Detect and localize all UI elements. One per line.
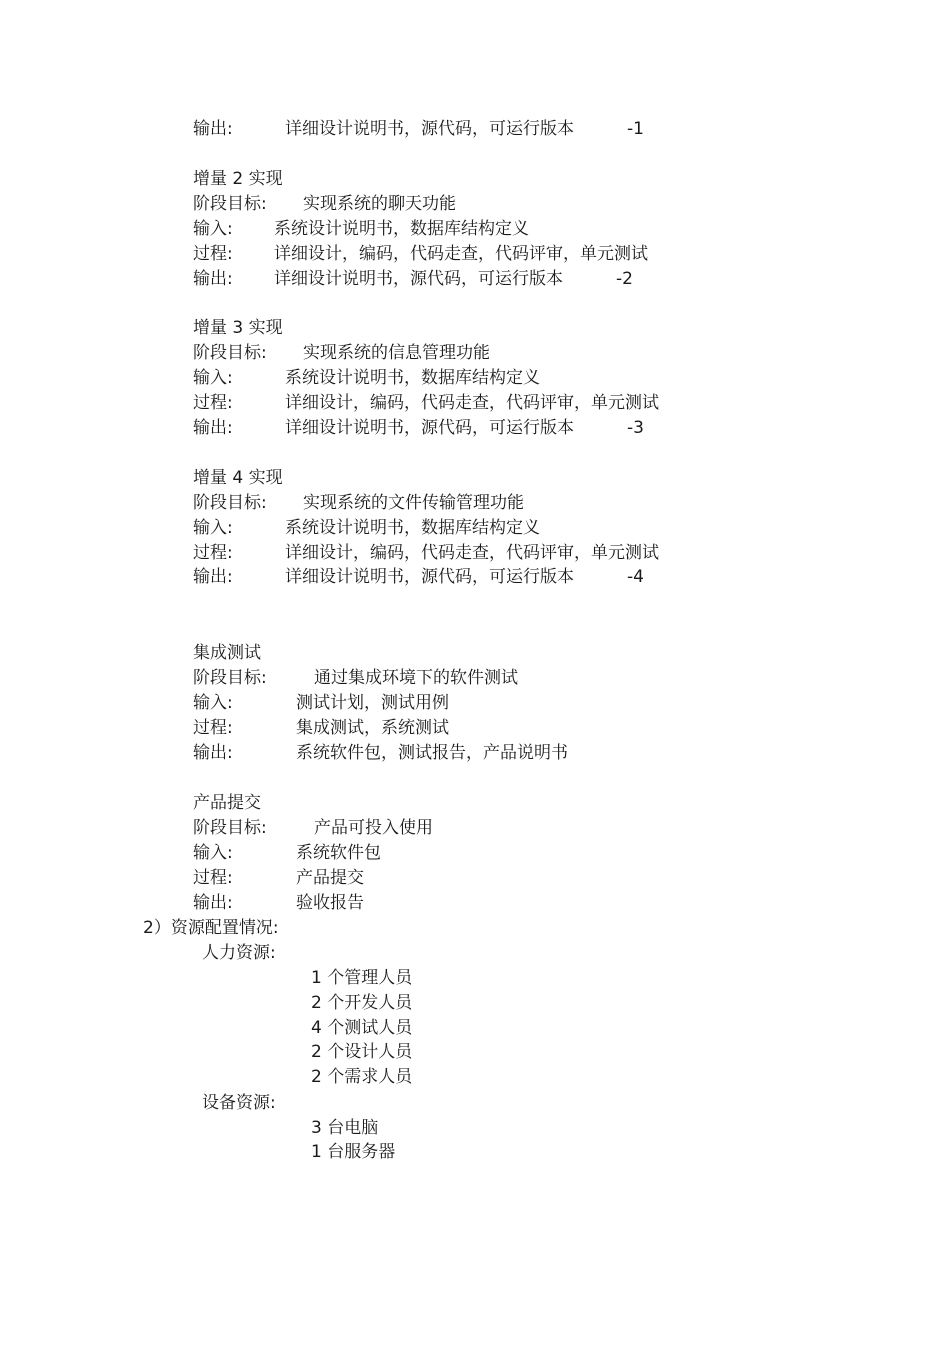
section-title: 增量 3 实现 (193, 318, 283, 338)
human-resource-item: 1 个管理人员 (311, 968, 413, 988)
process-value: 集成测试，系统测试 (296, 718, 449, 738)
output-value: 详细设计说明书，源代码，可运行版本 (285, 418, 574, 438)
human-resource-item: 2 个需求人员 (311, 1067, 413, 1087)
output-version-suffix: -4 (627, 567, 644, 587)
goal-label: 阶段目标: (193, 194, 267, 214)
input-value: 系统设计说明书，数据库结构定义 (285, 368, 540, 388)
section-title: 集成测试 (193, 643, 261, 663)
process-label: 过程: (193, 543, 233, 563)
equipment-resource-item: 1 台服务器 (311, 1142, 396, 1162)
output-value: 系统软件包，测试报告，产品说明书 (296, 743, 568, 763)
goal-label: 阶段目标: (193, 343, 267, 363)
output-version-suffix: -2 (616, 269, 633, 289)
input-label: 输入: (193, 219, 233, 239)
goal-value: 实现系统的信息管理功能 (303, 343, 490, 363)
process-label: 过程: (193, 393, 233, 413)
output-label: 输出: (193, 743, 233, 763)
section-title: 产品提交 (193, 793, 261, 813)
goal-value: 通过集成环境下的软件测试 (314, 668, 518, 688)
process-value: 详细设计，编码，代码走查，代码评审，单元测试 (285, 393, 659, 413)
goal-value: 实现系统的文件传输管理功能 (303, 493, 524, 513)
process-value: 详细设计，编码，代码走查，代码评审，单元测试 (285, 543, 659, 563)
output-value: 详细设计说明书，源代码，可运行版本 (285, 119, 574, 139)
input-label: 输入: (193, 693, 233, 713)
input-label: 输入: (193, 518, 233, 538)
output-value: 验收报告 (296, 893, 364, 913)
input-value: 系统设计说明书，数据库结构定义 (274, 219, 529, 239)
process-label: 过程: (193, 244, 233, 264)
input-label: 输入: (193, 368, 233, 388)
section-title: 增量 2 实现 (193, 169, 283, 189)
output-version-suffix: -3 (627, 418, 644, 438)
process-label: 过程: (193, 868, 233, 888)
goal-label: 阶段目标: (193, 668, 267, 688)
human-resources-label: 人力资源: (202, 943, 276, 963)
output-label: 输出: (193, 567, 233, 587)
human-resource-item: 2 个设计人员 (311, 1042, 413, 1062)
output-label: 输出: (193, 418, 233, 438)
goal-label: 阶段目标: (193, 493, 267, 513)
output-version-suffix: -1 (627, 119, 644, 139)
process-label: 过程: (193, 718, 233, 738)
equipment-resources-label: 设备资源: (202, 1093, 276, 1113)
output-label: 输出: (193, 119, 233, 139)
process-value: 详细设计，编码，代码走查，代码评审，单元测试 (274, 244, 648, 264)
output-label: 输出: (193, 893, 233, 913)
resources-heading: 2）资源配置情况: (143, 918, 279, 938)
process-value: 产品提交 (296, 868, 364, 888)
input-label: 输入: (193, 843, 233, 863)
input-value: 系统软件包 (296, 843, 381, 863)
input-value: 测试计划，测试用例 (296, 693, 449, 713)
output-label: 输出: (193, 269, 233, 289)
goal-value: 实现系统的聊天功能 (303, 194, 456, 214)
goal-value: 产品可投入使用 (314, 818, 433, 838)
equipment-resource-item: 3 台电脑 (311, 1118, 379, 1138)
section-title: 增量 4 实现 (193, 468, 283, 488)
human-resource-item: 2 个开发人员 (311, 993, 413, 1013)
human-resource-item: 4 个测试人员 (311, 1018, 413, 1038)
input-value: 系统设计说明书，数据库结构定义 (285, 518, 540, 538)
goal-label: 阶段目标: (193, 818, 267, 838)
output-value: 详细设计说明书，源代码，可运行版本 (274, 269, 563, 289)
output-value: 详细设计说明书，源代码，可运行版本 (285, 567, 574, 587)
